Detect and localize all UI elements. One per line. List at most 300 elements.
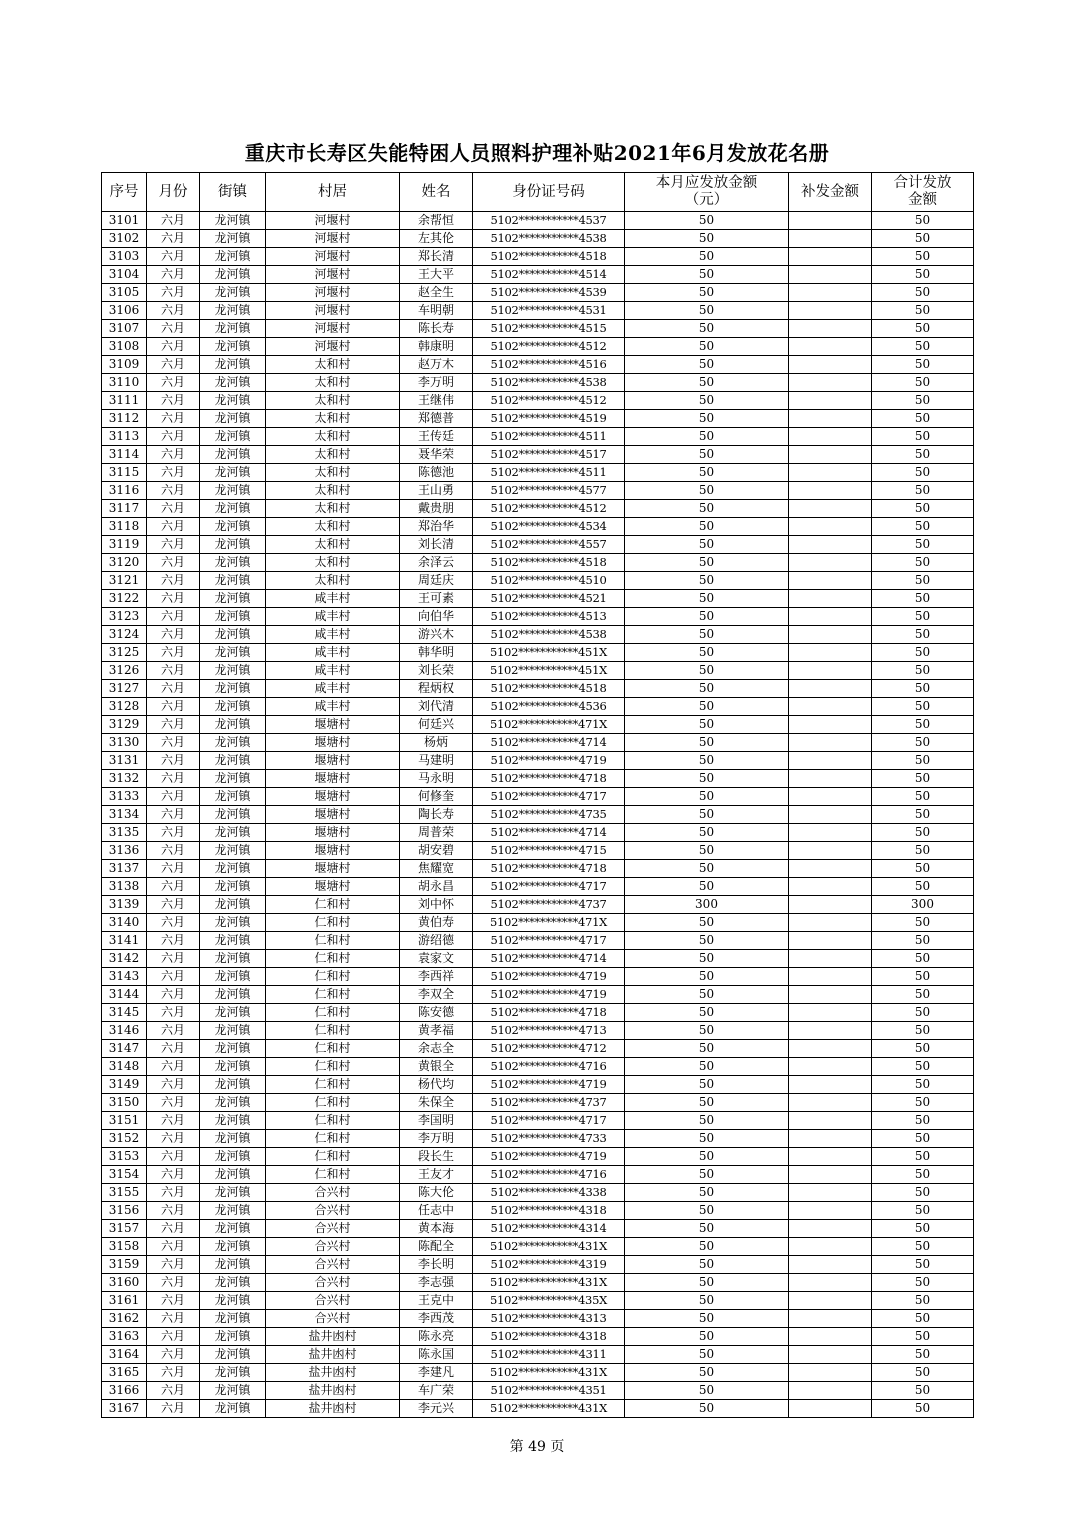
cell-seq: 3124 [102,626,147,644]
cell-month: 六月 [147,266,200,284]
cell-seq: 3148 [102,1058,147,1076]
cell-supplement [789,212,872,230]
cell-town: 龙河镇 [200,1166,266,1184]
cell-town: 龙河镇 [200,320,266,338]
cell-town: 龙河镇 [200,860,266,878]
cell-month: 六月 [147,1004,200,1022]
cell-name: 周普荣 [400,824,473,842]
cell-month: 六月 [147,1202,200,1220]
cell-supplement [789,1310,872,1328]
cell-village: 河堰村 [266,338,400,356]
cell-supplement [789,1166,872,1184]
cell-amount: 50 [625,590,789,608]
cell-month: 六月 [147,860,200,878]
cell-id-number: 5102***********431X [473,1238,625,1256]
cell-id-number: 5102***********4712 [473,1040,625,1058]
cell-amount: 50 [625,680,789,698]
cell-month: 六月 [147,536,200,554]
cell-month: 六月 [147,1364,200,1382]
cell-seq: 3122 [102,590,147,608]
cell-amount: 50 [625,1382,789,1400]
cell-id-number: 5102***********4318 [473,1328,625,1346]
header-total-line1: 合计发放 [893,175,952,191]
cell-village: 太和村 [266,464,400,482]
table-row [102,1292,974,1310]
cell-id-number: 5102***********4538 [473,230,625,248]
cell-id-number: 5102***********4539 [473,284,625,302]
cell-amount: 50 [625,842,789,860]
cell-village: 仁和村 [266,1166,400,1184]
cell-supplement [789,482,872,500]
cell-town: 龙河镇 [200,1094,266,1112]
cell-village: 盐井凼村 [266,1364,400,1382]
cell-amount: 50 [625,716,789,734]
cell-id-number: 5102***********451X [473,644,625,662]
cell-id-number: 5102***********4733 [473,1130,625,1148]
cell-town: 龙河镇 [200,842,266,860]
cell-total: 50 [872,1076,974,1094]
cell-total: 50 [872,968,974,986]
cell-total: 50 [872,626,974,644]
table-row [102,518,974,536]
cell-village: 堰塘村 [266,842,400,860]
cell-seq: 3136 [102,842,147,860]
cell-month: 六月 [147,1400,200,1418]
cell-id-number: 5102***********4714 [473,734,625,752]
table-row [102,302,974,320]
cell-name: 王可素 [400,590,473,608]
cell-village: 河堰村 [266,266,400,284]
cell-month: 六月 [147,428,200,446]
cell-name: 李建凡 [400,1364,473,1382]
cell-total: 50 [872,590,974,608]
cell-id-number: 5102***********4518 [473,680,625,698]
cell-total: 50 [872,1364,974,1382]
cell-village: 合兴村 [266,1256,400,1274]
cell-amount: 50 [625,1328,789,1346]
cell-amount: 50 [625,824,789,842]
table-row [102,554,974,572]
cell-town: 龙河镇 [200,392,266,410]
cell-month: 六月 [147,572,200,590]
cell-village: 太和村 [266,482,400,500]
cell-amount: 50 [625,302,789,320]
cell-town: 龙河镇 [200,1184,266,1202]
cell-seq: 3149 [102,1076,147,1094]
cell-total: 50 [872,842,974,860]
header-town: 街镇 [200,173,266,212]
cell-total: 50 [872,1148,974,1166]
cell-total: 50 [872,1328,974,1346]
header-amount-line2: （元） [684,192,729,208]
cell-seq: 3102 [102,230,147,248]
cell-id-number: 5102***********4314 [473,1220,625,1238]
table-row [102,896,974,914]
table-row [102,1166,974,1184]
cell-town: 龙河镇 [200,1112,266,1130]
cell-supplement [789,1382,872,1400]
cell-amount: 50 [625,1166,789,1184]
table-row [102,1310,974,1328]
cell-name: 程炳权 [400,680,473,698]
cell-village: 太和村 [266,536,400,554]
cell-name: 游兴木 [400,626,473,644]
cell-total: 50 [872,230,974,248]
cell-total: 50 [872,410,974,428]
cell-village: 堰塘村 [266,770,400,788]
cell-village: 合兴村 [266,1184,400,1202]
header-total-line2: 金额 [908,192,937,208]
cell-village: 河堰村 [266,212,400,230]
table-row [102,284,974,302]
cell-amount: 50 [625,1094,789,1112]
cell-id-number: 5102***********4714 [473,950,625,968]
cell-total: 50 [872,1184,974,1202]
cell-supplement [789,770,872,788]
cell-village: 仁和村 [266,986,400,1004]
cell-name: 刘长清 [400,536,473,554]
cell-supplement [789,1004,872,1022]
cell-supplement [789,1364,872,1382]
cell-amount: 50 [625,248,789,266]
cell-name: 李国明 [400,1112,473,1130]
cell-supplement [789,1400,872,1418]
cell-supplement [789,878,872,896]
table-row [102,536,974,554]
cell-id-number: 5102***********451X [473,662,625,680]
cell-total: 50 [872,716,974,734]
cell-seq: 3113 [102,428,147,446]
cell-town: 龙河镇 [200,770,266,788]
cell-amount: 50 [625,446,789,464]
table-row [102,878,974,896]
cell-name: 陶长寿 [400,806,473,824]
cell-name: 朱保全 [400,1094,473,1112]
cell-seq: 3151 [102,1112,147,1130]
cell-town: 龙河镇 [200,1364,266,1382]
cell-town: 龙河镇 [200,446,266,464]
cell-amount: 50 [625,698,789,716]
cell-id-number: 5102***********4538 [473,374,625,392]
cell-name: 王山勇 [400,482,473,500]
cell-name: 刘长荣 [400,662,473,680]
cell-id-number: 5102***********4717 [473,788,625,806]
cell-month: 六月 [147,1058,200,1076]
cell-village: 堰塘村 [266,716,400,734]
cell-town: 龙河镇 [200,428,266,446]
cell-village: 咸丰村 [266,680,400,698]
cell-name: 袁家文 [400,950,473,968]
table-row [102,482,974,500]
cell-id-number: 5102***********4518 [473,248,625,266]
cell-village: 堰塘村 [266,806,400,824]
cell-id-number: 5102***********4517 [473,446,625,464]
cell-id-number: 5102***********4514 [473,266,625,284]
cell-amount: 50 [625,878,789,896]
cell-amount: 50 [625,1058,789,1076]
table-row [102,752,974,770]
cell-village: 仁和村 [266,1076,400,1094]
cell-town: 龙河镇 [200,572,266,590]
cell-seq: 3130 [102,734,147,752]
cell-id-number: 5102***********471X [473,914,625,932]
cell-seq: 3131 [102,752,147,770]
table-row [102,1274,974,1292]
cell-total: 50 [872,464,974,482]
cell-town: 龙河镇 [200,716,266,734]
cell-village: 咸丰村 [266,644,400,662]
table-row [102,1400,974,1418]
cell-seq: 3107 [102,320,147,338]
cell-town: 龙河镇 [200,626,266,644]
cell-id-number: 5102***********4511 [473,464,625,482]
cell-id-number: 5102***********431X [473,1400,625,1418]
cell-seq: 3134 [102,806,147,824]
cell-total: 50 [872,554,974,572]
cell-seq: 3161 [102,1292,147,1310]
cell-amount: 50 [625,1400,789,1418]
cell-supplement [789,1112,872,1130]
table-row [102,572,974,590]
cell-total: 50 [872,806,974,824]
cell-name: 杨炳 [400,734,473,752]
cell-supplement [789,428,872,446]
cell-id-number: 5102***********4737 [473,1094,625,1112]
cell-supplement [789,518,872,536]
table-row [102,1076,974,1094]
table-row [102,392,974,410]
table-row [102,788,974,806]
cell-village: 堰塘村 [266,824,400,842]
cell-id-number: 5102***********4513 [473,608,625,626]
cell-village: 咸丰村 [266,626,400,644]
cell-month: 六月 [147,518,200,536]
table-row [102,842,974,860]
cell-supplement [789,932,872,950]
cell-amount: 50 [625,1220,789,1238]
cell-name: 黄银全 [400,1058,473,1076]
cell-seq: 3152 [102,1130,147,1148]
cell-supplement [789,1346,872,1364]
cell-name: 李西茂 [400,1310,473,1328]
cell-town: 龙河镇 [200,374,266,392]
cell-amount: 50 [625,536,789,554]
cell-amount: 300 [625,896,789,914]
cell-seq: 3165 [102,1364,147,1382]
cell-village: 太和村 [266,518,400,536]
cell-seq: 3105 [102,284,147,302]
cell-id-number: 5102***********4519 [473,410,625,428]
cell-seq: 3125 [102,644,147,662]
cell-month: 六月 [147,500,200,518]
table-body [102,212,974,1418]
cell-name: 车广荣 [400,1382,473,1400]
page-number: 第 49 页 [509,1439,565,1455]
cell-total: 50 [872,698,974,716]
cell-amount: 50 [625,626,789,644]
cell-seq: 3112 [102,410,147,428]
cell-amount: 50 [625,1238,789,1256]
cell-village: 仁和村 [266,1058,400,1076]
cell-id-number: 5102***********4713 [473,1022,625,1040]
cell-name: 王大平 [400,266,473,284]
cell-month: 六月 [147,1076,200,1094]
cell-supplement [789,572,872,590]
cell-name: 余帮恒 [400,212,473,230]
cell-supplement [789,1058,872,1076]
cell-supplement [789,446,872,464]
cell-total: 50 [872,680,974,698]
cell-total: 50 [872,1274,974,1292]
cell-amount: 50 [625,788,789,806]
cell-amount: 50 [625,1274,789,1292]
cell-village: 仁和村 [266,1022,400,1040]
cell-village: 河堰村 [266,230,400,248]
cell-amount: 50 [625,968,789,986]
cell-supplement [789,626,872,644]
cell-supplement [789,536,872,554]
cell-month: 六月 [147,896,200,914]
cell-town: 龙河镇 [200,950,266,968]
cell-amount: 50 [625,770,789,788]
cell-town: 龙河镇 [200,914,266,932]
table-row [102,338,974,356]
cell-supplement [789,392,872,410]
cell-id-number: 5102***********4718 [473,770,625,788]
table-row [102,680,974,698]
cell-month: 六月 [147,284,200,302]
cell-id-number: 5102***********4735 [473,806,625,824]
cell-town: 龙河镇 [200,1148,266,1166]
cell-town: 龙河镇 [200,1274,266,1292]
cell-id-number: 5102***********4737 [473,896,625,914]
cell-town: 龙河镇 [200,1400,266,1418]
cell-village: 仁和村 [266,1148,400,1166]
cell-name: 胡安碧 [400,842,473,860]
cell-amount: 50 [625,932,789,950]
cell-amount: 50 [625,482,789,500]
cell-town: 龙河镇 [200,1076,266,1094]
table-row [102,410,974,428]
cell-total: 50 [872,860,974,878]
cell-id-number: 5102***********4719 [473,968,625,986]
cell-month: 六月 [147,608,200,626]
cell-name: 李万明 [400,374,473,392]
cell-month: 六月 [147,1382,200,1400]
cell-total: 50 [872,392,974,410]
cell-supplement [789,806,872,824]
cell-town: 龙河镇 [200,1382,266,1400]
cell-village: 合兴村 [266,1238,400,1256]
cell-seq: 3146 [102,1022,147,1040]
cell-total: 50 [872,1202,974,1220]
cell-seq: 3141 [102,932,147,950]
cell-supplement [789,860,872,878]
cell-amount: 50 [625,554,789,572]
cell-total: 50 [872,320,974,338]
cell-id-number: 5102***********4351 [473,1382,625,1400]
cell-supplement [789,608,872,626]
cell-seq: 3133 [102,788,147,806]
cell-town: 龙河镇 [200,590,266,608]
cell-amount: 50 [625,1004,789,1022]
header-total [872,173,974,212]
cell-supplement [789,1220,872,1238]
cell-month: 六月 [147,482,200,500]
cell-amount: 50 [625,662,789,680]
cell-amount: 50 [625,284,789,302]
cell-seq: 3140 [102,914,147,932]
cell-amount: 50 [625,428,789,446]
cell-seq: 3144 [102,986,147,1004]
cell-month: 六月 [147,1310,200,1328]
cell-village: 堰塘村 [266,734,400,752]
cell-total: 50 [872,1346,974,1364]
table-row [102,626,974,644]
cell-month: 六月 [147,320,200,338]
cell-total: 50 [872,1166,974,1184]
cell-total: 50 [872,644,974,662]
cell-id-number: 5102***********4510 [473,572,625,590]
cell-supplement [789,968,872,986]
table-row [102,806,974,824]
cell-month: 六月 [147,1094,200,1112]
cell-name: 郑治华 [400,518,473,536]
cell-name: 向伯华 [400,608,473,626]
cell-total: 50 [872,932,974,950]
table-row [102,1094,974,1112]
cell-id-number: 5102***********4538 [473,626,625,644]
cell-village: 河堰村 [266,248,400,266]
cell-supplement [789,1274,872,1292]
cell-name: 韩华明 [400,644,473,662]
table-row [102,590,974,608]
cell-total: 50 [872,878,974,896]
cell-total: 50 [872,1382,974,1400]
cell-amount: 50 [625,374,789,392]
table-row [102,428,974,446]
cell-town: 龙河镇 [200,1328,266,1346]
cell-town: 龙河镇 [200,338,266,356]
table-row [102,374,974,392]
table-row [102,212,974,230]
cell-village: 仁和村 [266,1004,400,1022]
cell-name: 任志中 [400,1202,473,1220]
table-header-row [102,173,974,212]
cell-amount: 50 [625,464,789,482]
cell-name: 何廷兴 [400,716,473,734]
table-row [102,770,974,788]
cell-town: 龙河镇 [200,500,266,518]
cell-village: 太和村 [266,572,400,590]
cell-id-number: 5102***********4516 [473,356,625,374]
cell-total: 50 [872,608,974,626]
cell-id-number: 5102***********4515 [473,320,625,338]
cell-amount: 50 [625,356,789,374]
cell-total: 50 [872,1130,974,1148]
table-row [102,914,974,932]
cell-supplement [789,302,872,320]
cell-supplement [789,824,872,842]
cell-supplement [789,1238,872,1256]
cell-id-number: 5102***********4719 [473,986,625,1004]
cell-month: 六月 [147,1292,200,1310]
cell-month: 六月 [147,1130,200,1148]
cell-supplement [789,320,872,338]
cell-id-number: 5102***********4518 [473,554,625,572]
cell-name: 杨代均 [400,1076,473,1094]
cell-id-number: 5102***********431X [473,1274,625,1292]
